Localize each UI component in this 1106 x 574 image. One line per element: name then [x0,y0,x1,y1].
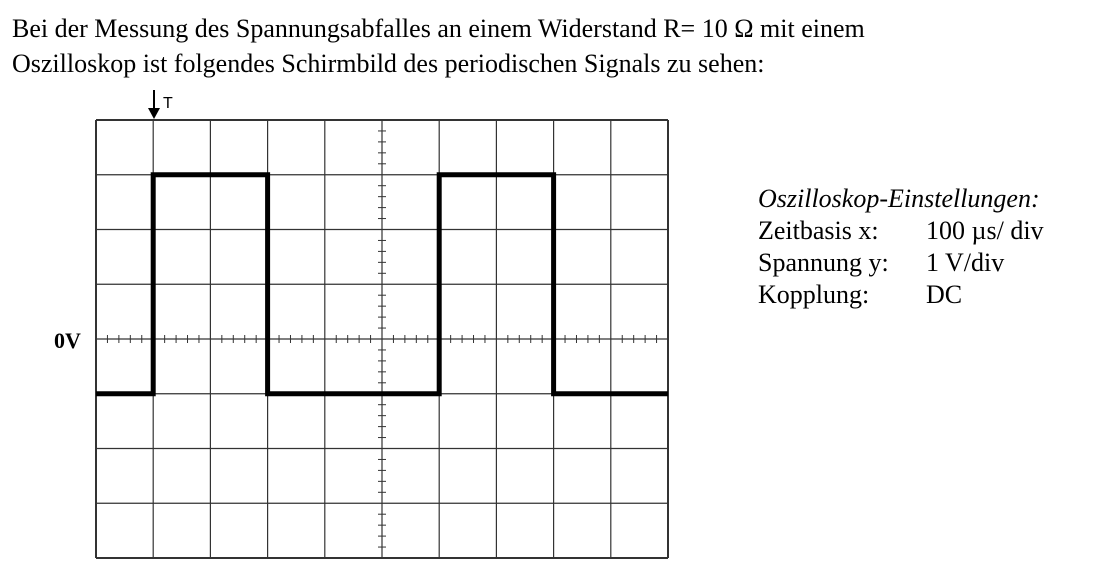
settings-value: DC [926,280,963,309]
settings-row-timebase [758,215,1044,247]
settings-row-voltage [758,247,1044,279]
problem-statement-line-1: Bei der Messung des Spannungsabfalles an einem Widerstand R= 10 Ω mit einem [12,14,865,43]
oscilloscope-settings [758,183,1044,311]
settings-key: Kopplung: [758,280,870,309]
problem-statement-line-2: Oszilloskop ist folgendes Schirmbild des periodischen Signals zu sehen: [12,49,765,78]
trigger-arrow-icon [148,90,160,119]
settings-key: Spannung y: [758,248,889,277]
trigger-label: T [163,95,173,112]
zero-volt-label: 0V [54,328,81,353]
settings-key: Zeitbasis x: [758,216,879,245]
settings-heading: Oszilloskop-Einstellungen: [758,184,1040,213]
settings-row-coupling [758,279,1044,311]
settings-value: 1 V/div [926,248,1005,277]
settings-value: 100 µs/ div [926,216,1044,245]
